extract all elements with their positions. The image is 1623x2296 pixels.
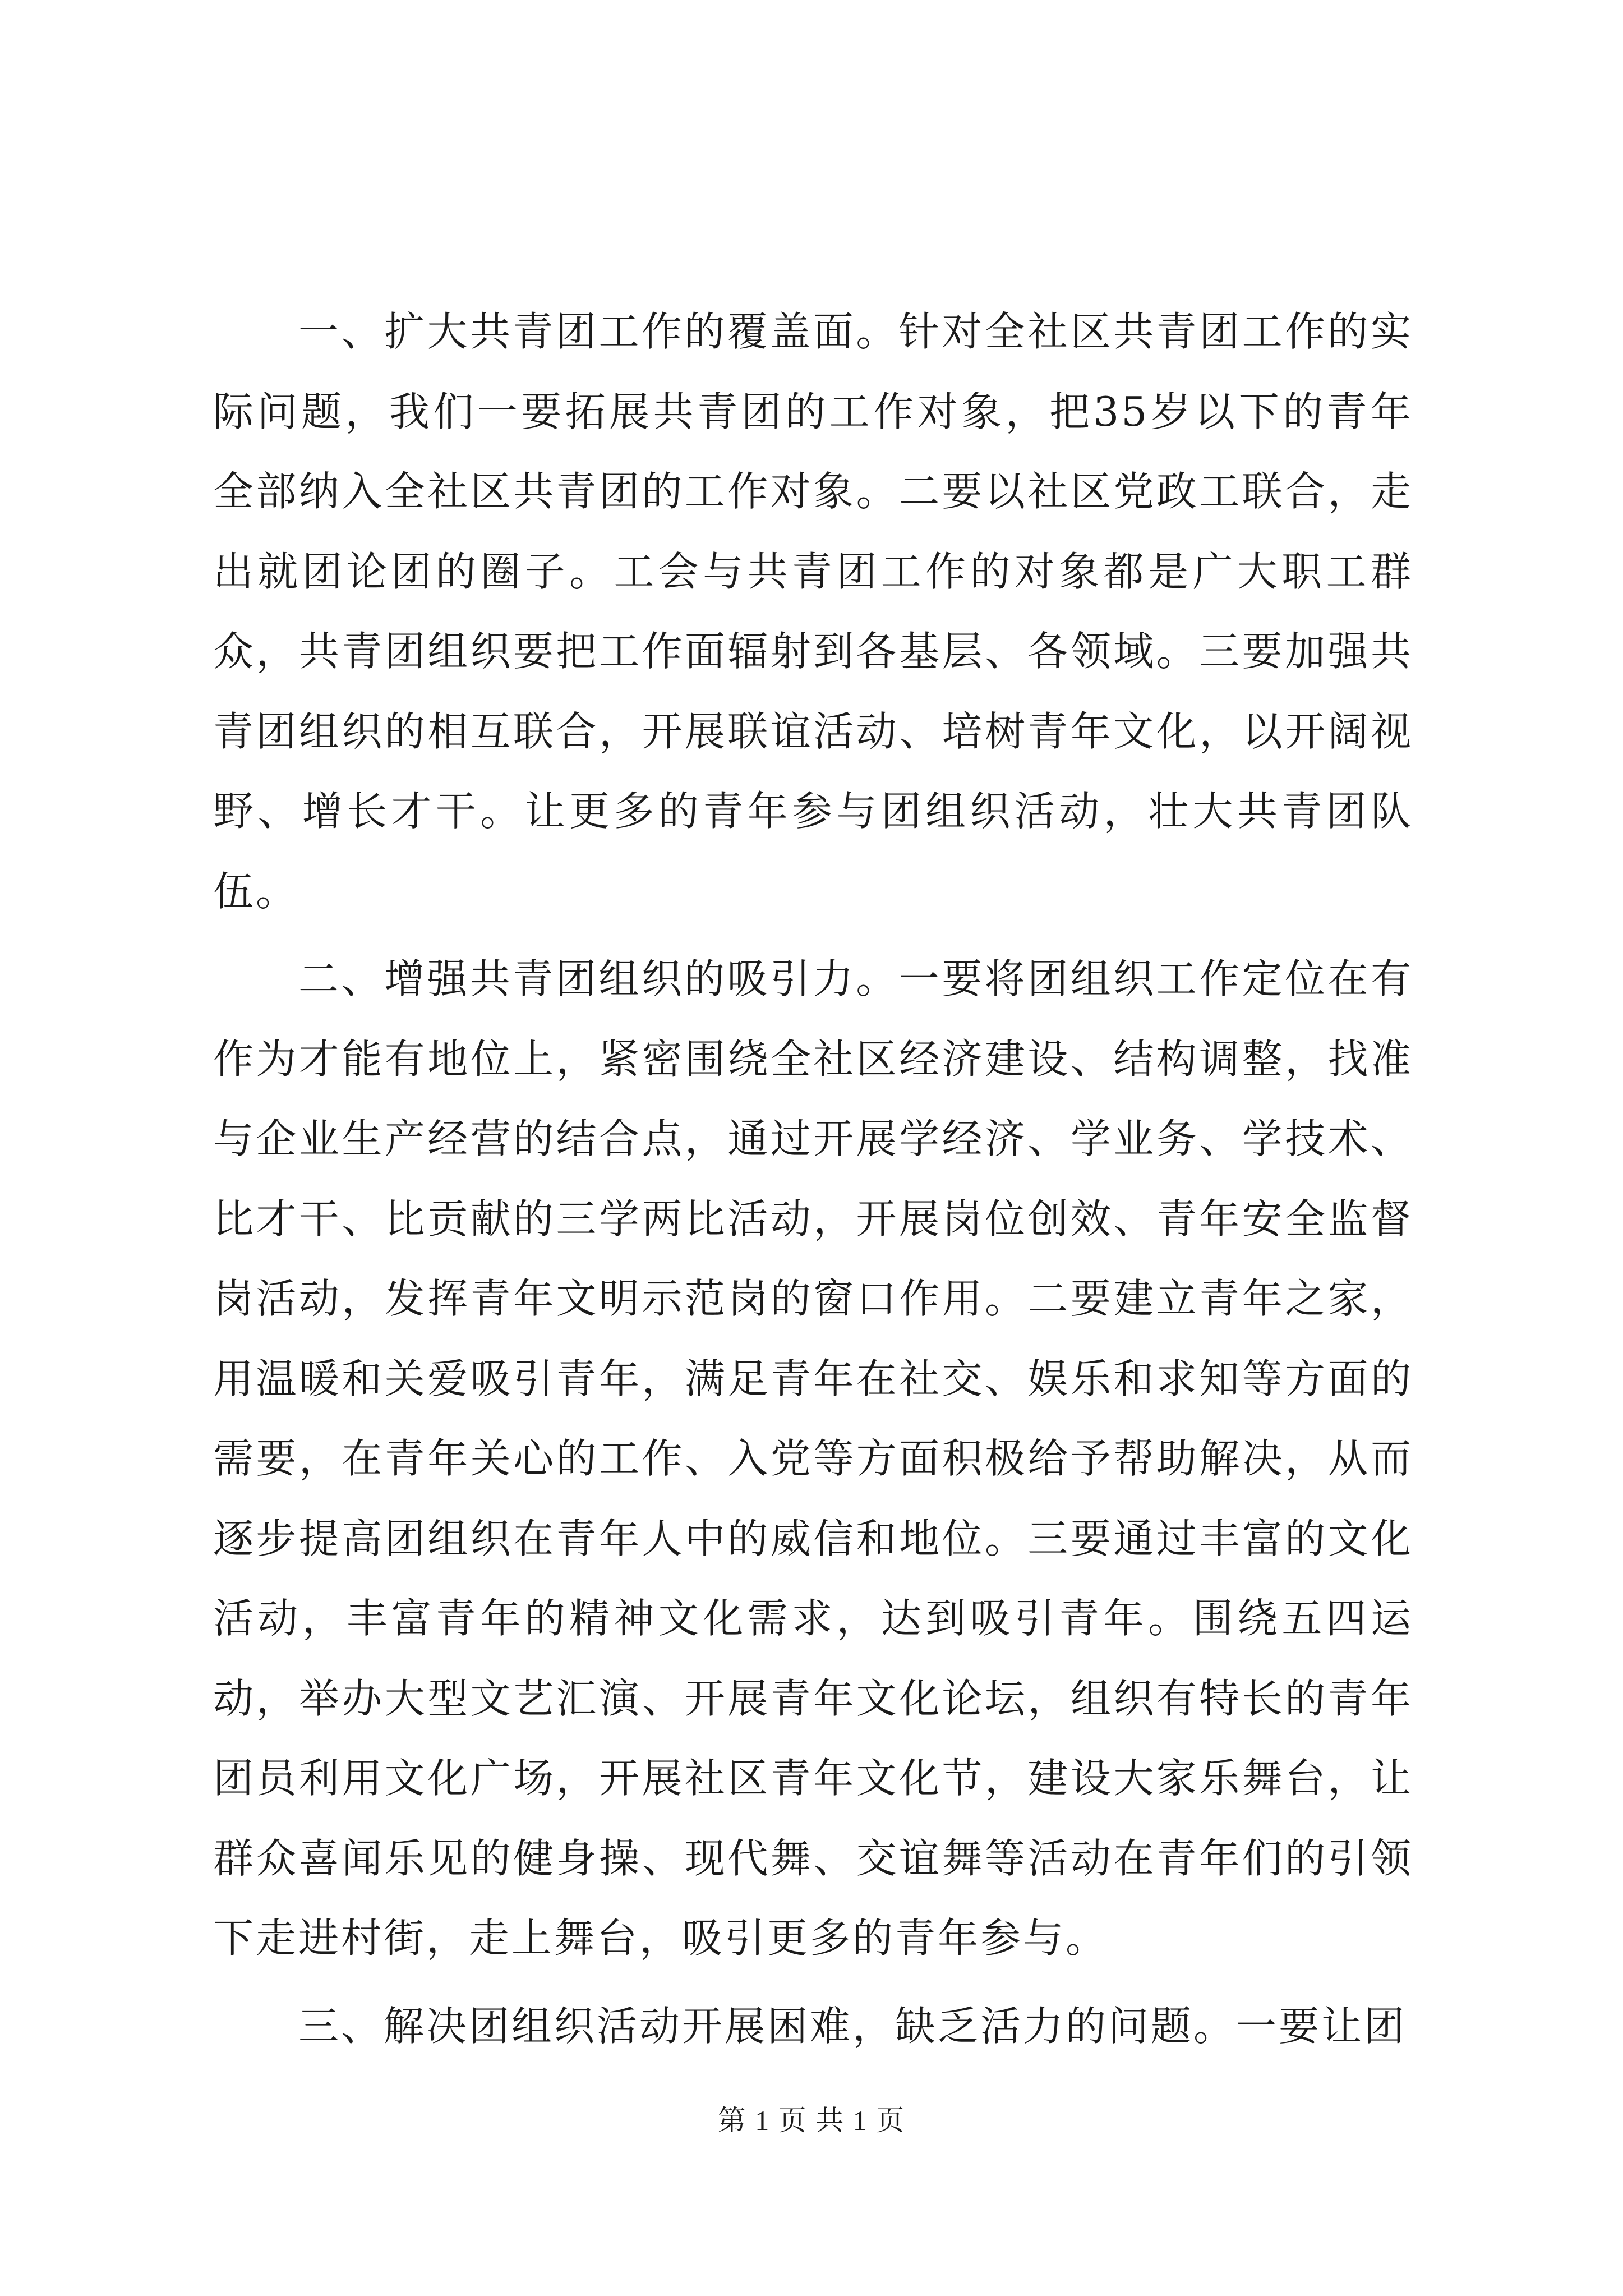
document-body bbox=[213, 292, 1413, 2074]
paragraph-3: 三、解决团组织活动开展困难，缺乏活力的问题。一要让团 bbox=[298, 2002, 1407, 2050]
paragraph-1: 一、扩大共青团工作的覆盖面。针对全社区共青团工作的实际问题，我们一要拓展共青团的工作对象，把35岁以下的青年全部纳入全社区共青团的工作对象。二要以社区党政工联合，走出就团论团的圈子。工会与共青团工作的对象都是广大职工群众，共青团组织要把工作面辐射到各基层、各领域。三要加强共青团组织的相互联合，开展联谊活动、培树青年文化，以开阔视野、增长才干。让更多的青年参与团组织活动，壮大共青团队伍。 bbox=[213, 308, 1413, 915]
page-footer: 第 1 页 共 1 页 bbox=[717, 2105, 906, 2136]
paragraph-2: 二、增强共青团组织的吸引力。一要将团组织工作定位在有作为才能有地位上，紧密围绕全社区经济建设、结构调整，找准与企业生产经营的结合点，通过开展学经济、学业务、学技术、比才干、比贡献的三学两比活动，开展岗位创效、青年安全监督岗活动，发挥青年文明示范岗的窗口作用。二要建立青年之家，用温暖和关爱吸引青年，满足青年在社交、娱乐和求知等方面的需要，在青年关心的工作、入党等方面积极给予帮助解决，从而逐步提高团组织在青年人中的威信和地位。三要通过丰富的文化活动，丰富青年的精神文化需求，达到吸引青年。围绕五四运动，举办大型文艺汇演、开展青年文化论坛，组织有特长的青年团员利用文化广场，开展社区青年文化节，建设大家乐舞台，让群众喜闻乐见的健身操、现代舞、交谊舞等活动在青年们的引领下走进村街，走上舞台，吸引更多的青年参与。 bbox=[213, 955, 1413, 1962]
